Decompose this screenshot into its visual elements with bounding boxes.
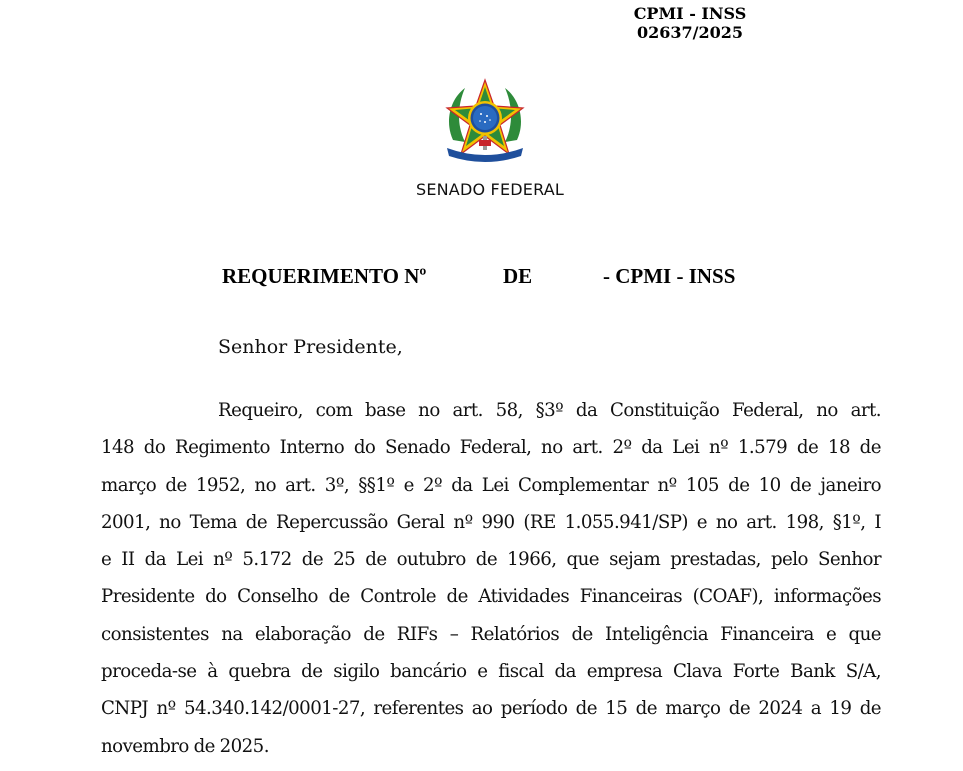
document-id-line2: 02637/2025 <box>636 23 744 42</box>
document-id-line1: CPMI - INSS <box>633 4 747 23</box>
title-commission: - CPMI - INSS <box>603 264 736 288</box>
body-line: março de 1952, no art. 3º, §§1º e 2º da Lei Complementar nº 105 de 10 de janeiro <box>101 474 881 496</box>
body-line: 148 do Regimento Interno do Senado Federal, no art. 2º da Lei nº 1.579 de 18 de <box>101 437 881 459</box>
body-line: Presidente do Conselho de Controle de Atividades Financeiras (COAF), informações <box>101 586 881 608</box>
title-requerimento: REQUERIMENTO Nº <box>222 264 427 288</box>
body-line: e II da Lei nº 5.172 de 25 de outubro de 1966, que sejam prestadas, pelo Senhor <box>101 549 881 571</box>
title-de: DE <box>503 264 533 288</box>
body-line: consistentes na elaboração de RIFs – Relatórios de Inteligência Financeira e que <box>101 623 881 645</box>
body-line: 2001, no Tema de Repercussão Geral nº 990 (RE 1.055.941/SP) e no art. 198, §1º, I <box>101 511 881 533</box>
greeting: Senhor Presidente, <box>218 336 403 358</box>
body-line: Requeiro, com base no art. 58, §3º da Constituição Federal, no art. <box>218 400 881 421</box>
document-id <box>610 4 770 42</box>
body-paragraph <box>101 392 881 765</box>
body-line: proceda-se à quebra de sigilo bancário e fiscal da empresa Clava Forte Bank S/A, <box>101 661 881 683</box>
institution-name: SENADO FEDERAL <box>415 180 565 199</box>
body-line: CNPJ nº 54.340.142/0001-27, referentes ao período de 15 de março de 2024 a 19 de <box>101 698 881 720</box>
body-line: novembro de 2025. <box>101 735 269 757</box>
brazil-coat-of-arms-icon <box>443 78 527 166</box>
